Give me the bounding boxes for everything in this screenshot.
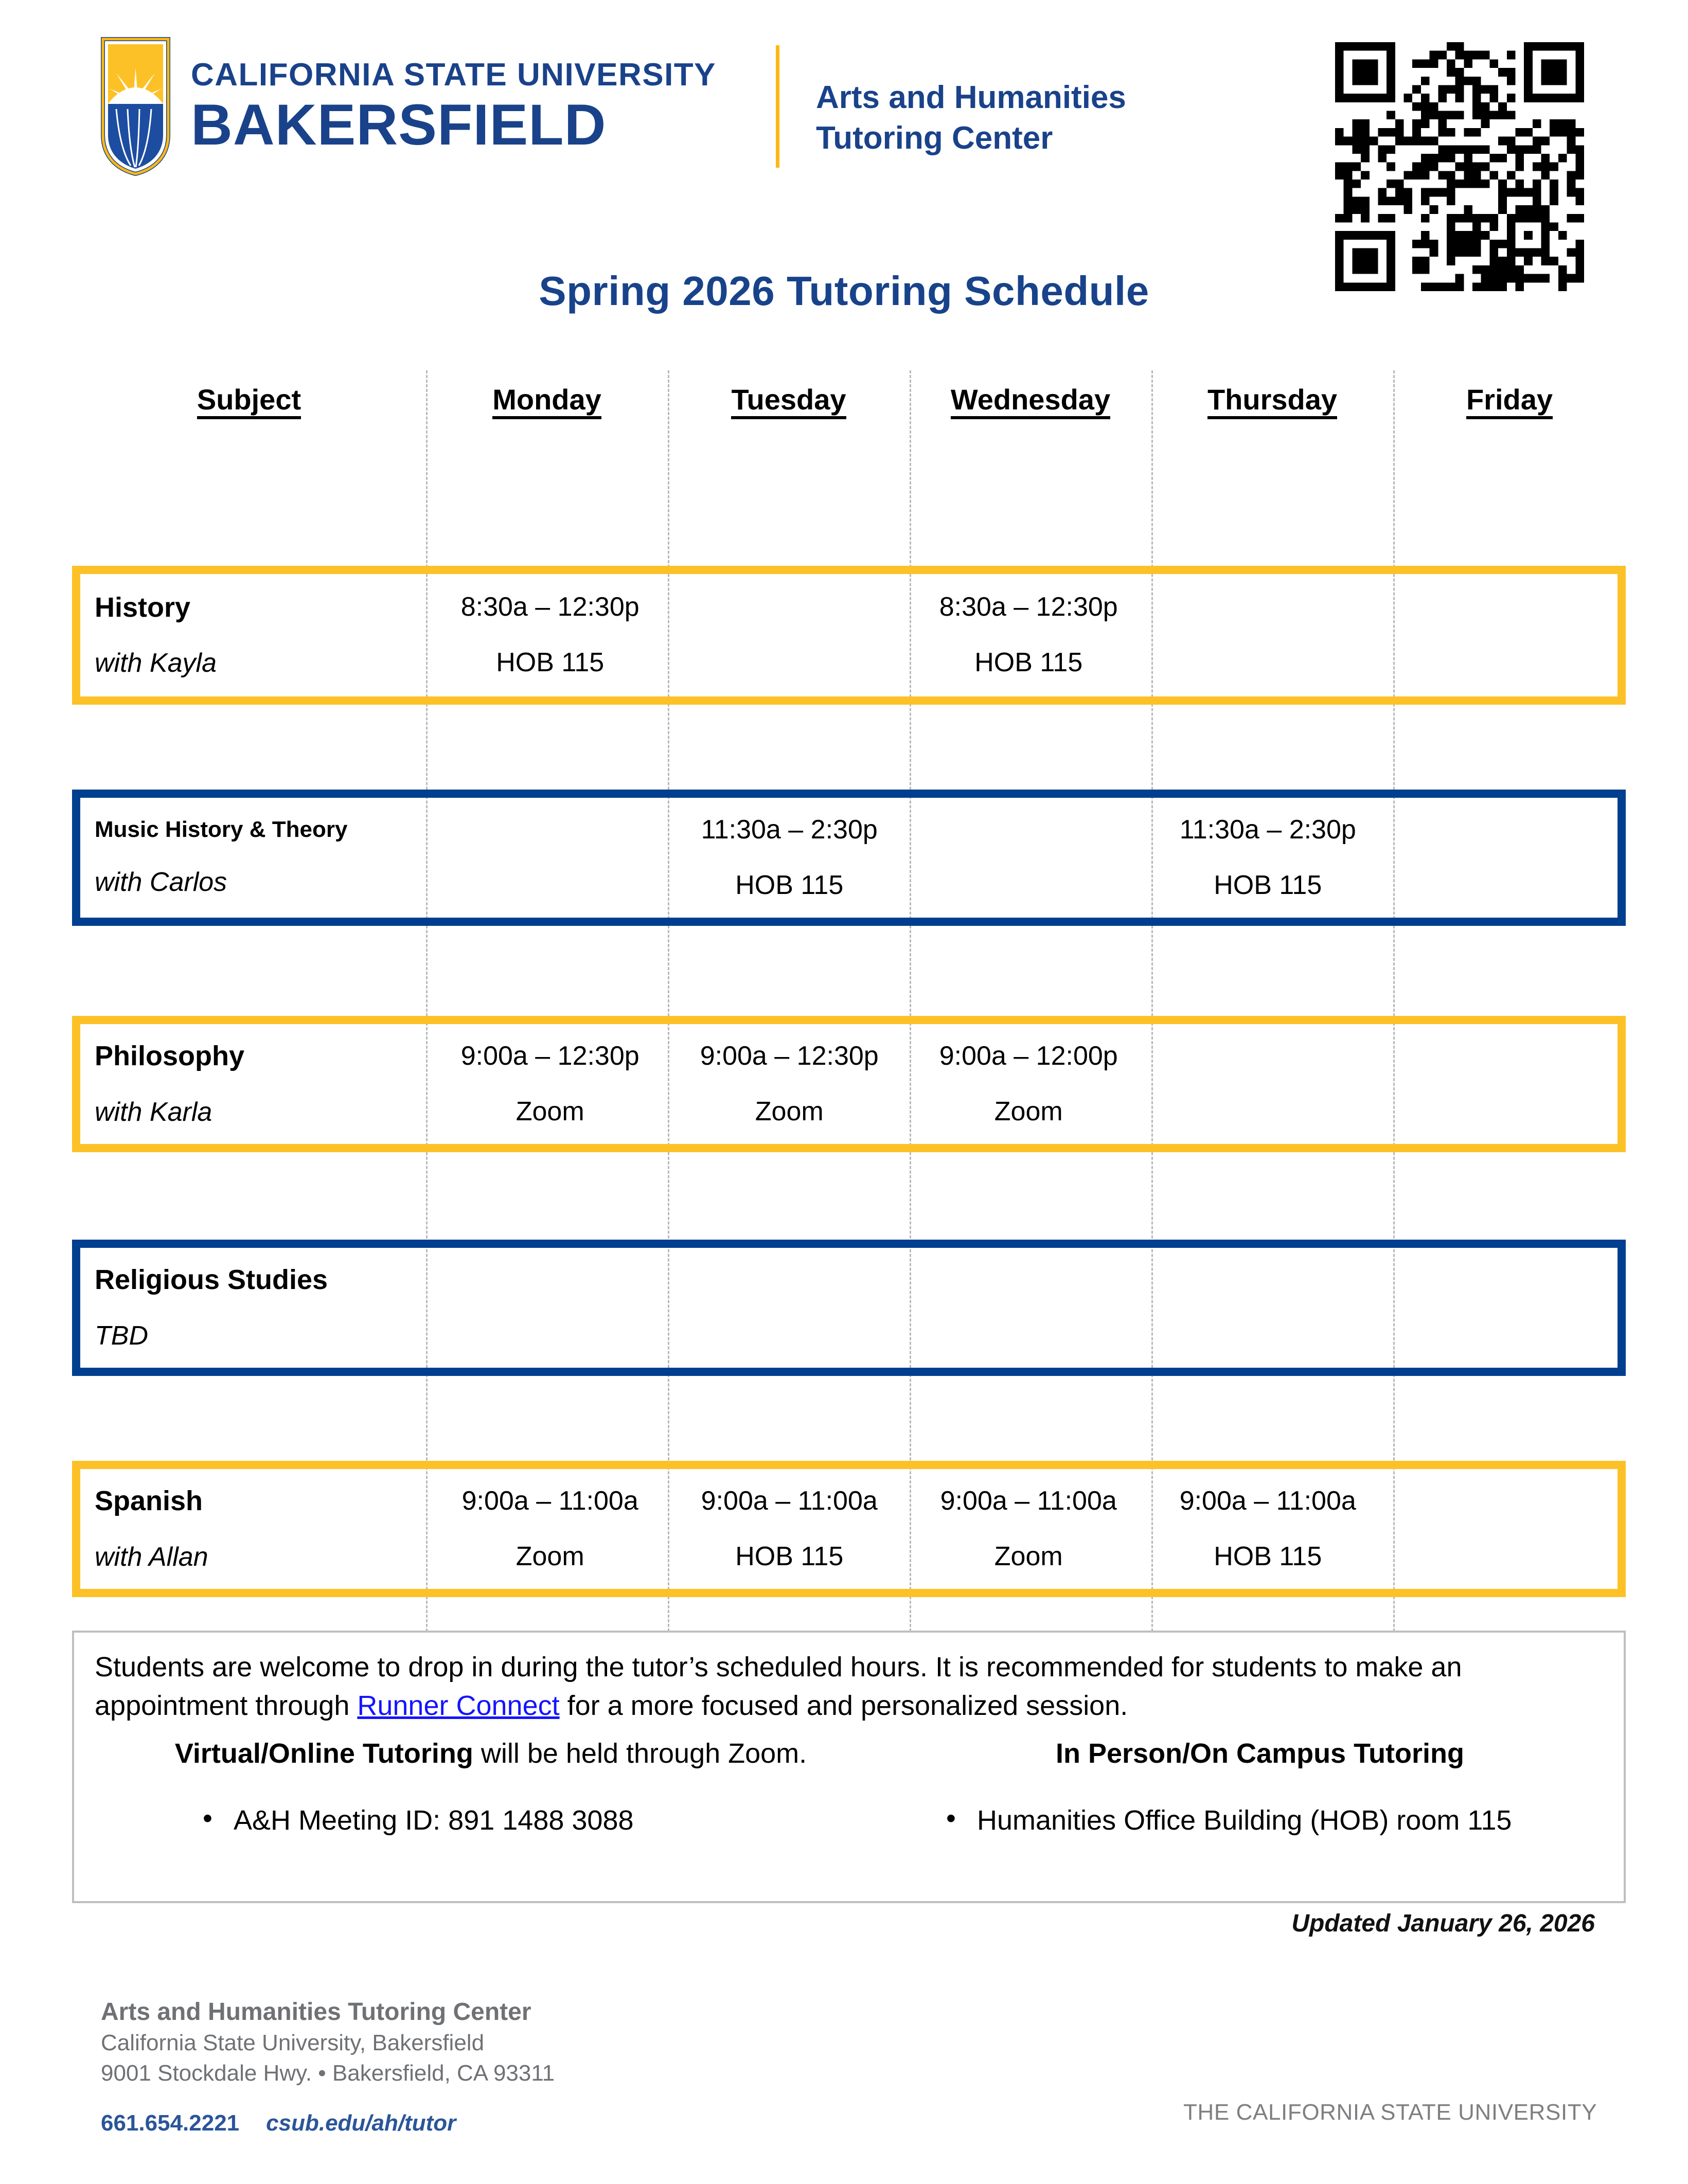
- session-cell-thursday: [1148, 1469, 1388, 1589]
- footer-contact: [101, 2110, 555, 2136]
- info-paragraph-part-1: Students are welcome to drop in during the tutor’s scheduled hours. It is recommended for students to make an appointment through: [95, 1652, 1462, 1721]
- csub-logo: [101, 37, 716, 176]
- session-cell-tuesday: [670, 1024, 909, 1144]
- page-header: [0, 0, 1688, 242]
- session-location: Zoom: [994, 1096, 1063, 1126]
- session-time: 9:00a – 12:00p: [939, 1041, 1118, 1071]
- session-time: 8:30a – 12:30p: [460, 592, 639, 622]
- virtual-bullet-list: [74, 1802, 877, 1838]
- session-cell-thursday: [1148, 798, 1388, 918]
- csub-wordmark: [191, 57, 717, 157]
- qr-code-icon[interactable]: [1335, 42, 1584, 291]
- info-bullet-lists: [74, 1802, 1628, 1838]
- session-cell-monday: [431, 574, 670, 696]
- footer-center-name: Arts and Humanities Tutoring Center: [101, 1998, 531, 2026]
- session-location: Zoom: [516, 1096, 584, 1126]
- session-cell-wednesday: [909, 1024, 1148, 1144]
- session-cell-thursday: [1148, 574, 1388, 696]
- column-header-label: Monday: [492, 385, 601, 419]
- session-cell-wednesday: [909, 798, 1148, 918]
- column-header-thursday: [1151, 370, 1393, 453]
- list-item: • A&H Meeting ID: 891 1488 3088: [203, 1802, 877, 1838]
- footer-url[interactable]: csub.edu/ah/tutor: [266, 2110, 456, 2136]
- session-location: HOB 115: [1214, 870, 1322, 900]
- footer-address: 9001 Stockdale Hwy. • Bakersfield, CA 93311: [101, 2061, 555, 2086]
- column-separator-3: [910, 370, 911, 1641]
- list-item: • Humanities Office Building (HOB) room 115: [946, 1802, 1628, 1838]
- unit-name-line-2: Tutoring Center: [816, 120, 1053, 156]
- session-cell-friday: [1388, 574, 1618, 696]
- subject-cell: [80, 1248, 431, 1368]
- session-location: HOB 115: [735, 1541, 844, 1571]
- column-header-label: Wednesday: [951, 385, 1110, 419]
- column-header-friday: [1393, 370, 1626, 453]
- session-time: 9:00a – 12:30p: [460, 1041, 639, 1071]
- column-separator-2: [668, 370, 669, 1641]
- session-location: HOB 115: [496, 648, 605, 677]
- info-paragraph: [95, 1648, 1597, 1725]
- updated-date: Updated January 26, 2026: [1291, 1910, 1595, 1937]
- session-time: 11:30a – 2:30p: [701, 814, 878, 845]
- session-location: HOB 115: [974, 648, 1083, 677]
- session-cell-thursday: [1148, 1024, 1388, 1144]
- session-location: Zoom: [755, 1096, 824, 1126]
- session-cell-monday: [431, 1024, 670, 1144]
- column-header-monday: [426, 370, 668, 453]
- column-separator-5: [1393, 370, 1395, 1641]
- info-paragraph-part-2: for a more focused and personalized session.: [559, 1690, 1128, 1721]
- session-cell-monday: [431, 1248, 670, 1368]
- university-line-2: BAKERSFIELD: [191, 93, 607, 157]
- inperson-bullet-list: [877, 1802, 1628, 1838]
- session-cell-thursday: [1148, 1248, 1388, 1368]
- subject-name: Music History & Theory: [95, 817, 348, 843]
- session-cell-friday: [1388, 1469, 1618, 1589]
- table-row: [72, 790, 1626, 926]
- session-cell-monday: [431, 1469, 670, 1589]
- column-header-label: Tuesday: [731, 385, 846, 419]
- session-time: 9:00a – 11:00a: [701, 1485, 878, 1516]
- session-time: 8:30a – 12:30p: [939, 592, 1118, 622]
- session-cell-wednesday: [909, 574, 1148, 696]
- column-header-tuesday: [668, 370, 910, 453]
- info-subheadings: [74, 1735, 1628, 1771]
- tutor-name: with Karla: [95, 1097, 212, 1127]
- session-time: 9:00a – 12:30p: [700, 1041, 879, 1071]
- university-line-1: CALIFORNIA STATE UNIVERSITY: [191, 57, 717, 93]
- unit-name-line-1: Arts and Humanities: [816, 80, 1126, 115]
- virtual-tutoring-rest: will be held through Zoom.: [473, 1738, 807, 1769]
- inperson-tutoring-heading: [892, 1735, 1628, 1771]
- table-header-row: [72, 370, 1626, 453]
- session-cell-tuesday: [670, 574, 909, 696]
- csub-shield-icon: [101, 37, 170, 176]
- info-box: [72, 1631, 1626, 1903]
- inperson-tutoring-label: In Person/On Campus Tutoring: [1055, 1738, 1465, 1769]
- table-row: [72, 566, 1626, 705]
- column-separator-4: [1151, 370, 1153, 1641]
- table-row: [72, 1240, 1626, 1376]
- column-header-subject: [72, 370, 426, 453]
- session-time: 11:30a – 2:30p: [1179, 814, 1356, 845]
- tutor-name: with Allan: [95, 1542, 208, 1572]
- column-header-label: Friday: [1466, 385, 1553, 419]
- session-cell-friday: [1388, 1248, 1618, 1368]
- schedule-table: [72, 370, 1626, 1641]
- session-cell-friday: [1388, 798, 1618, 918]
- subject-cell: [80, 1469, 431, 1589]
- tutor-name: TBD: [95, 1320, 148, 1351]
- session-cell-wednesday: [909, 1469, 1148, 1589]
- runner-connect-link[interactable]: Runner Connect: [357, 1690, 560, 1721]
- session-time: 9:00a – 11:00a: [940, 1485, 1117, 1516]
- csu-system-mark: THE CALIFORNIA STATE UNIVERSITY: [1183, 2100, 1597, 2125]
- tutor-name: with Kayla: [95, 648, 217, 678]
- session-location: HOB 115: [1214, 1541, 1322, 1571]
- column-header-wednesday: [910, 370, 1151, 453]
- subject-cell: [80, 1024, 431, 1144]
- session-cell-monday: [431, 798, 670, 918]
- session-location: Zoom: [994, 1541, 1063, 1571]
- column-header-label: Subject: [197, 385, 301, 419]
- column-header-label: Thursday: [1207, 385, 1337, 419]
- session-location: HOB 115: [735, 870, 844, 900]
- subject-name: History: [95, 592, 191, 623]
- session-cell-tuesday: [670, 1469, 909, 1589]
- logo-divider: [776, 45, 779, 168]
- session-cell-tuesday: [670, 1248, 909, 1368]
- page-title: Spring 2026 Tutoring Schedule: [539, 268, 1149, 314]
- session-time: 9:00a – 11:00a: [461, 1485, 638, 1516]
- virtual-tutoring-heading: [74, 1735, 892, 1771]
- subject-name: Spanish: [95, 1485, 203, 1517]
- table-row: [72, 1461, 1626, 1597]
- footer-org: California State University, Bakersfield: [101, 2030, 485, 2056]
- subject-cell: [80, 798, 431, 918]
- tutor-name: with Carlos: [95, 867, 227, 897]
- footer-phone[interactable]: 661.654.2221: [101, 2110, 240, 2136]
- session-cell-friday: [1388, 1024, 1618, 1144]
- unit-name: [816, 77, 1126, 159]
- session-time: 9:00a – 11:00a: [1179, 1485, 1356, 1516]
- virtual-tutoring-label: Virtual/Online Tutoring: [174, 1738, 473, 1769]
- subject-name: Philosophy: [95, 1041, 245, 1072]
- page-footer: [101, 1996, 555, 2136]
- subject-name: Religious Studies: [95, 1264, 328, 1296]
- column-separator-1: [426, 370, 428, 1641]
- session-cell-wednesday: [909, 1248, 1148, 1368]
- session-location: Zoom: [516, 1541, 584, 1571]
- session-cell-tuesday: [670, 798, 909, 918]
- table-row: [72, 1016, 1626, 1152]
- subject-cell: [80, 574, 431, 696]
